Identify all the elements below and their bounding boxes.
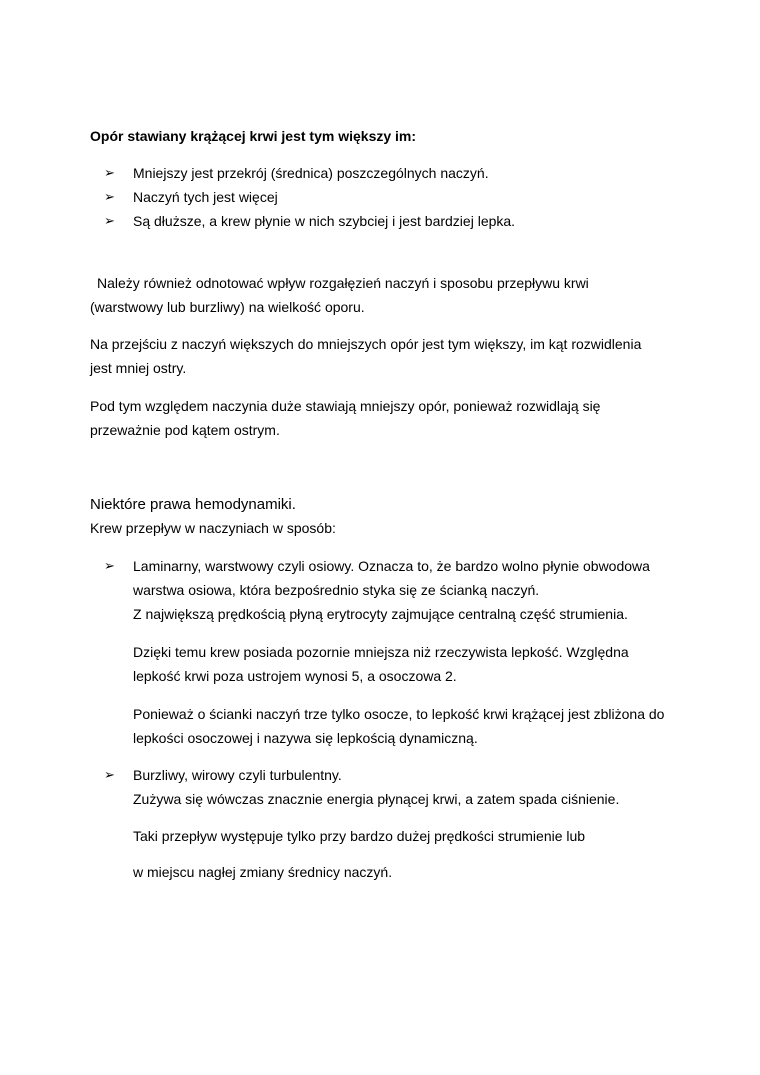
paragraph-2-line-1: Na przejściu z naczyń większych do mniejszych opór jest tym większy, im kąt rozwidlenia bbox=[90, 336, 642, 352]
paragraph-2-line-2: jest mniej ostry. bbox=[90, 360, 187, 376]
item-1-para-2-line-2: lepkość krwi poza ustrojem wynosi 5, a osoczowa 2. bbox=[133, 668, 457, 684]
paragraph-1-line-1: Należy również odnotować wpływ rozgałęzień naczyń i sposobu przepływu krwi bbox=[97, 275, 589, 291]
item-1-line-1: Laminarny, warstwowy czyli osiowy. Oznacza to, że bardzo wolno płynie obwodowa bbox=[133, 558, 650, 574]
section-title: Opór stawiany krążącej krwi jest tym większy im: bbox=[90, 128, 417, 144]
bullet-arrow-icon: ➢ bbox=[104, 767, 115, 782]
paragraph-3-line-2: przeważnie pod kątem ostrym. bbox=[90, 422, 280, 438]
bullet-item-3: Są dłuższe, a krew płynie w nich szybciej i jest bardziej lepka. bbox=[133, 213, 516, 229]
item-1-para-3-line-1: Ponieważ o ścianki naczyń trze tylko osocze, to lepkość krwi krążącej jest zbliżona do bbox=[133, 706, 665, 722]
bullet-arrow-icon: ➢ bbox=[104, 213, 115, 228]
item-1-para-2-line-1: Dzięki temu krew posiada pozornie mniejsza niż rzeczywista lepkość. Względna bbox=[133, 644, 629, 660]
bullet-item-2: Naczyń tych jest więcej bbox=[133, 189, 278, 205]
paragraph-1-line-2: (warstwowy lub burzliwy) na wielkość oporu. bbox=[90, 299, 365, 315]
bullet-item-1: Mniejszy jest przekrój (średnica) poszczególnych naczyń. bbox=[133, 165, 489, 181]
section-intro: Krew przepływ w naczyniach w sposób: bbox=[90, 520, 336, 536]
item-1-line-3: Z największą prędkością płyną erytrocyty zajmujące centralną część strumienia. bbox=[133, 606, 628, 622]
item-2-line-2: Zużywa się wówczas znacznie energia płynącej krwi, a zatem spada ciśnienie. bbox=[133, 791, 620, 807]
bullet-arrow-icon: ➢ bbox=[104, 558, 115, 573]
item-2-para-2: Taki przepływ występuje tylko przy bardzo dużej prędkości strumienie lub bbox=[133, 828, 586, 844]
bullet-arrow-icon: ➢ bbox=[104, 165, 115, 180]
item-1-para-3-line-2: lepkości osoczowej i nazywa się lepkością dynamiczną. bbox=[133, 730, 478, 746]
section-heading: Niektóre prawa hemodynamiki. bbox=[90, 496, 296, 513]
item-2-para-3: w miejscu nagłej zmiany średnicy naczyń. bbox=[133, 864, 393, 880]
paragraph-3-line-1: Pod tym względem naczynia duże stawiają mniejszy opór, ponieważ rozwidlają się bbox=[90, 398, 601, 414]
item-1-line-2: warstwa osiowa, która bezpośrednio styka się ze ścianką naczyń. bbox=[133, 582, 540, 598]
item-2-line-1: Burzliwy, wirowy czyli turbulentny. bbox=[133, 767, 342, 783]
bullet-arrow-icon: ➢ bbox=[104, 189, 115, 204]
